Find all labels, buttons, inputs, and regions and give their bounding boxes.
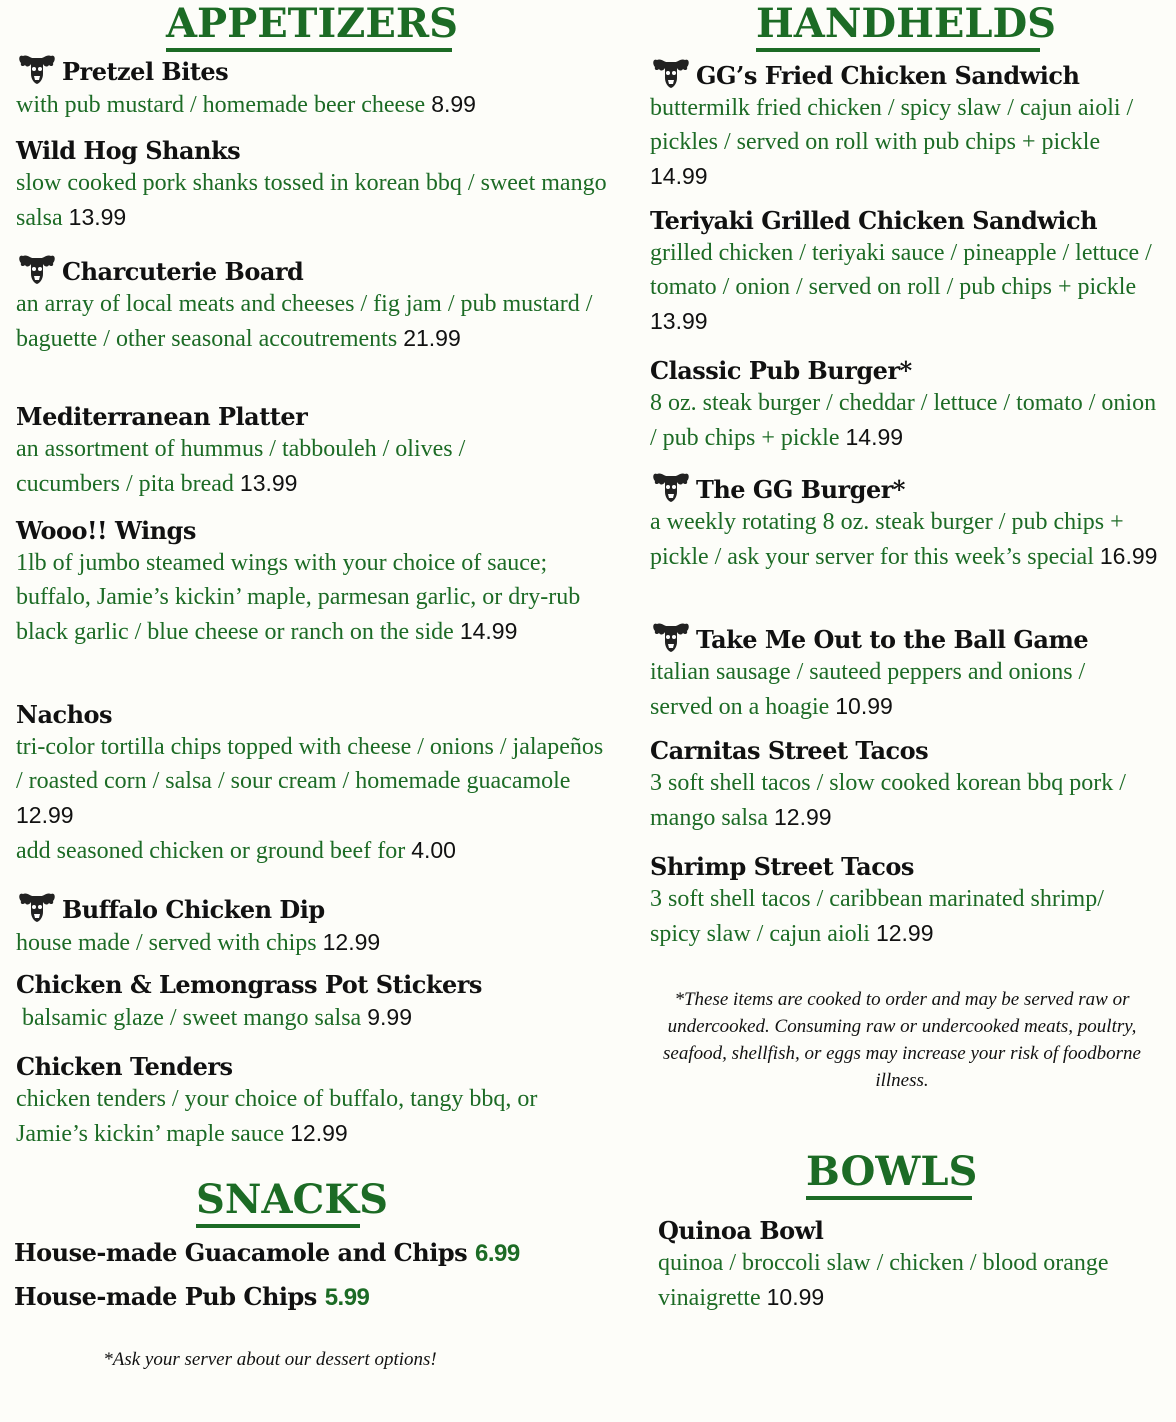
boar-skull-icon [16,52,58,86]
item-name: Charcuterie Board [62,257,304,286]
item-description: house made / served with chips [16,930,317,956]
item-price: 12.99 [322,929,381,955]
item-description: with pub mustard / homemade beer cheese [16,92,426,118]
menu-item-buffalo-chicken-dip [16,890,616,960]
menu-item-wooo-wings [16,516,616,649]
boar-skull-icon [650,470,692,504]
item-price: 10.99 [766,1284,825,1310]
item-addon-price: 4.00 [411,837,456,863]
bowls-title: BOWLS [806,1148,978,1195]
item-name: House-made Guacamole and Chips [14,1238,468,1267]
item-addon: add seasoned chicken or ground beef for [16,838,406,864]
item-description: 3 soft shell tacos / slow cooked korean bbq pork / mango salsa [650,770,1126,831]
bowls-underline [806,1196,972,1200]
item-price: 13.99 [650,308,708,334]
item-description: tri-color tortilla chips topped with cheese / onions / jalapeños / roasted corn / salsa / sour cream / homemade guacamole [16,734,604,794]
item-price: 6.99 [475,1240,520,1267]
item-name: Mediterranean Platter [16,402,308,431]
item-price: 5.99 [324,1284,370,1311]
item-description: buttermilk fried chicken / spicy slaw / cajun aioli / pickles / served on roll with pub chips + pickle [650,95,1134,155]
menu-item-ball-game [650,620,1150,724]
item-price: 13.99 [68,204,127,230]
item-description: an array of local meats and cheeses / fig jam / pub mustard / baguette / other seasonal accoutrements [16,291,593,352]
menu-item-chicken-tenders [16,1052,596,1151]
item-name: Teriyaki Grilled Chicken Sandwich [650,206,1098,235]
snacks-underline [196,1224,360,1228]
item-description: quinoa / broccoli slaw / chicken / blood orange vinaigrette [658,1250,1109,1311]
item-name: Chicken Tenders [16,1052,233,1081]
item-price: 14.99 [845,424,904,450]
boar-skull-icon [16,252,58,286]
appetizers-heading [166,0,458,52]
menu-item-nachos [16,700,606,868]
item-name: Buffalo Chicken Dip [62,895,325,924]
menu-item-pretzel-bites [16,52,616,122]
snack-guacamole [14,1238,520,1268]
menu-item-quinoa-bowl [658,1216,1158,1315]
handhelds-title: HANDHELDS [756,0,1057,47]
item-description: a weekly rotating 8 oz. steak burger / pub chips + pickle / ask your server for this week’s special [650,509,1124,570]
item-price: 8.99 [431,91,476,117]
item-price: 12.99 [773,804,832,830]
item-description: an assortment of hummus / tabbouleh / olives / cucumbers / pita bread [16,436,466,497]
item-price: 16.99 [1099,543,1158,569]
appetizers-title: APPETIZERS [166,0,458,47]
handhelds-heading [756,0,1057,52]
item-price: 12.99 [290,1120,348,1146]
menu-item-wild-hog-shanks [16,136,616,235]
item-name: Classic Pub Burger* [650,356,912,385]
item-price: 10.99 [835,693,893,719]
boar-skull-icon [650,56,692,90]
boar-skull-icon [650,620,692,654]
item-description: slow cooked pork shanks tossed in korean bbq / sweet mango salsa [16,170,607,231]
menu-item-teriyaki-sandwich [650,206,1174,339]
item-name: Quinoa Bowl [658,1216,824,1245]
item-description: 1lb of jumbo steamed wings with your choice of sauce; buffalo, Jamie’s kickin’ maple, parmesan garlic, or dry-rub black garlic / blue cheese or ranch on the side [16,550,581,645]
item-price: 14.99 [459,618,518,644]
menu-item-classic-pub-burger [650,356,1160,455]
item-name: Shrimp Street Tacos [650,852,914,881]
menu-item-charcuterie-board [16,252,596,356]
dessert-note: *Ask your server about our dessert options! [103,1349,437,1370]
item-description: italian sausage / sauteed peppers and onions / served on a hoagie [650,659,1086,720]
bowls-heading [806,1148,978,1200]
item-price: 12.99 [16,802,74,828]
item-price: 13.99 [239,470,298,496]
item-name: House-made Pub Chips [14,1282,317,1311]
item-name: Nachos [16,700,113,729]
menu-item-pot-stickers [16,970,616,1035]
item-name: Wooo!! Wings [16,516,196,545]
menu-item-gg-burger [650,470,1170,574]
snacks-heading [196,1176,388,1228]
handhelds-underline [756,48,1040,52]
menu-item-carnitas-tacos [650,736,1174,835]
item-name: Wild Hog Shanks [16,136,241,165]
item-name: GG’s Fried Chicken Sandwich [696,61,1080,90]
item-name: The GG Burger* [696,475,905,504]
item-name: Chicken & Lemongrass Pot Stickers [16,970,482,999]
item-name: Pretzel Bites [62,57,229,86]
snack-pub-chips [14,1282,369,1312]
item-price: 14.99 [650,163,708,189]
raw-food-disclaimer: *These items are cooked to order and may be served raw or undercooked. Consuming raw or undercooked meats, poultry, seafood, shellfish, or eggs may increase your risk of foodborne illness. [663,989,1141,1091]
item-description: balsamic glaze / sweet mango salsa [22,1005,362,1031]
item-description: grilled chicken / teriyaki sauce / pineapple / lettuce / tomato / onion / served on roll / pub chips + pickle [650,240,1152,300]
item-name: Carnitas Street Tacos [650,736,929,765]
item-description: 3 soft shell tacos / caribbean marinated shrimp/ spicy slaw / cajun aioli [650,886,1104,947]
item-price: 12.99 [875,920,934,946]
item-price: 9.99 [367,1004,412,1030]
menu-item-mediterranean-platter [16,402,506,501]
item-description: chicken tenders / your choice of buffalo, tangy bbq, or Jamie’s kickin’ maple sauce [16,1086,538,1147]
menu-item-fried-chicken-sandwich [650,56,1150,194]
item-description: 8 oz. steak burger / cheddar / lettuce / tomato / onion / pub chips + pickle [650,390,1157,451]
boar-skull-icon [16,890,58,924]
item-name: Take Me Out to the Ball Game [696,625,1089,654]
item-price: 21.99 [403,325,461,351]
menu-item-shrimp-tacos [650,852,1150,951]
snacks-title: SNACKS [196,1176,388,1223]
